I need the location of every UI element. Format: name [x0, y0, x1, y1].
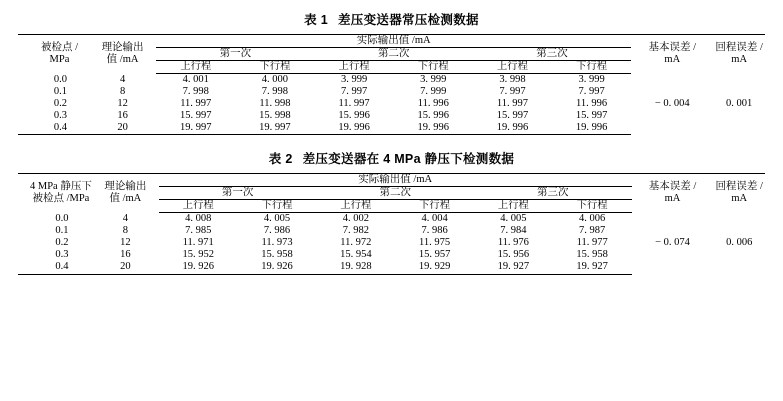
cell-value: 19. 996 [473, 122, 552, 135]
cell-theoretical: 12 [117, 98, 128, 110]
cell-theoretical: 16 [120, 249, 131, 261]
cell-value: 15. 958 [261, 249, 293, 261]
cell-value: 19. 996 [394, 122, 473, 135]
header-actual-output: 实际输出值 /mA [156, 35, 631, 48]
cell-value: 19. 926 [159, 261, 238, 274]
cell-value: 11. 997 [180, 98, 212, 110]
cell-test-point: 0.4 [18, 122, 89, 135]
table-row [18, 73, 765, 86]
header-downstroke-2: 下行程 [395, 200, 474, 213]
header-downstroke-3: 下行程 [553, 200, 632, 213]
header-return-error: 回程误差 / mA [713, 174, 765, 213]
cell-value: 7. 998 [182, 86, 209, 98]
table-caption-2 [18, 145, 765, 173]
cell-value: 15. 998 [259, 110, 291, 122]
table-row [18, 213, 765, 226]
header-actual-output: 实际输出值 /mA [159, 174, 632, 187]
cell-value: 7. 982 [342, 225, 369, 237]
cell-value: 19. 927 [553, 261, 632, 274]
cell-value: 4. 005 [500, 213, 527, 225]
cell-value: 11. 996 [417, 98, 449, 110]
cell-value: 3. 999 [578, 73, 605, 85]
cell-test-point: 0.2 [53, 98, 68, 110]
table-header-row-1 [18, 174, 765, 187]
header-pass-2: 第二次 [316, 187, 474, 200]
cell-value: 15. 997 [180, 110, 212, 122]
cell-test-point: 0.0 [55, 212, 69, 224]
cell-value: 4. 006 [579, 213, 606, 225]
table-block-2 [18, 145, 765, 274]
header-downstroke-1: 下行程 [235, 61, 314, 74]
cell-value: 3. 998 [499, 73, 526, 85]
header-downstroke-3: 下行程 [552, 61, 631, 74]
table-block-1 [18, 6, 765, 135]
cell-theoretical: 20 [92, 261, 159, 274]
cell-value: 11. 997 [496, 98, 528, 110]
cell-test-point: 0.3 [55, 249, 69, 261]
table-caption-number: 表 1 [304, 13, 328, 27]
cell-basic-error: − 0. 074 [655, 237, 690, 249]
header-downstroke-1: 下行程 [238, 200, 317, 213]
cell-value: 15. 957 [418, 249, 451, 261]
measurement-table-2 [18, 173, 765, 274]
header-pass-1: 第一次 [156, 48, 314, 61]
table-caption-text: 差压变送器在 4 MPa 静压下检测数据 [302, 152, 515, 167]
cell-theoretical: 4 [122, 212, 128, 224]
cell-theoretical: 8 [122, 225, 128, 237]
header-pass-2: 第二次 [315, 48, 473, 61]
header-upstroke-3: 上行程 [473, 61, 552, 74]
cell-value: 11. 998 [259, 98, 291, 110]
cell-theoretical: 12 [120, 237, 131, 249]
cell-value: 15. 952 [182, 249, 214, 261]
cell-return-error: 0. 006 [726, 237, 753, 249]
header-pass-3: 第三次 [473, 48, 631, 61]
cell-value: 7. 997 [578, 86, 605, 98]
header-upstroke-1: 上行程 [156, 61, 235, 74]
cell-value: 4. 004 [421, 213, 448, 225]
cell-value: 19. 927 [474, 261, 553, 274]
cell-value: 15. 996 [338, 110, 370, 122]
cell-value: 4. 002 [342, 213, 369, 225]
cell-test-point: 0.0 [53, 73, 68, 85]
cell-value: 15. 958 [576, 249, 608, 261]
cell-value: 11. 996 [576, 98, 608, 110]
cell-test-point: 0.3 [53, 110, 68, 122]
cell-value: 7. 997 [340, 86, 368, 98]
cell-value: 11. 975 [419, 237, 451, 249]
header-pass-3: 第三次 [474, 187, 632, 200]
header-theoretical-output: 理论输出 值 /mA [92, 174, 159, 213]
measurement-table-1 [18, 34, 765, 135]
cell-value: 15. 956 [497, 249, 530, 261]
table-caption-number: 表 2 [268, 152, 293, 167]
cell-value: 11. 977 [576, 237, 608, 249]
cell-value: 19. 996 [315, 122, 394, 135]
cell-value: 4. 000 [261, 73, 289, 85]
cell-test-point: 0.1 [53, 86, 68, 98]
table-caption-1 [18, 6, 765, 34]
cell-value: 15. 954 [340, 249, 372, 261]
cell-value: 19. 928 [316, 261, 395, 274]
header-upstroke-1: 上行程 [159, 200, 238, 213]
cell-value: 3. 999 [340, 73, 368, 85]
cell-value: 19. 929 [395, 261, 474, 274]
header-theoretical-output: 理论输出 值 /mA [89, 35, 156, 74]
cell-value: 7. 986 [263, 225, 291, 237]
cell-value: 19. 997 [156, 122, 235, 135]
table-caption-text: 差压变送器常压检测数据 [338, 13, 479, 27]
cell-value: 19. 997 [235, 122, 314, 135]
cell-value: 7. 984 [500, 225, 527, 237]
cell-value: 7. 986 [421, 225, 448, 237]
cell-theoretical: 8 [119, 86, 126, 98]
cell-value: 19. 926 [238, 261, 317, 274]
header-basic-error: 基本误差 / mA [631, 35, 713, 74]
cell-test-point: 0.1 [55, 225, 69, 237]
header-upstroke-2: 上行程 [316, 200, 395, 213]
header-pass-1: 第一次 [159, 187, 317, 200]
cell-value: 11. 997 [338, 98, 370, 110]
cell-value: 11. 976 [497, 237, 529, 249]
cell-value: 11. 972 [340, 237, 372, 249]
cell-value: 7. 998 [261, 86, 289, 98]
cell-value: 4. 005 [263, 213, 291, 225]
cell-value: 3. 999 [420, 73, 447, 85]
cell-value: 4. 001 [182, 73, 209, 85]
cell-value: 7. 997 [499, 86, 526, 98]
header-basic-error: 基本误差 / mA [632, 174, 714, 213]
cell-return-error: 0. 001 [726, 98, 753, 110]
cell-value: 15. 997 [575, 110, 608, 122]
cell-test-point: 0.2 [55, 237, 69, 249]
cell-value: 15. 996 [417, 110, 450, 122]
cell-value: 11. 971 [182, 237, 214, 249]
header-upstroke-3: 上行程 [474, 200, 553, 213]
cell-theoretical: 20 [89, 122, 156, 135]
cell-test-point: 0.4 [18, 261, 92, 274]
cell-basic-error: − 0. 004 [654, 98, 690, 110]
cell-value: 7. 985 [185, 225, 212, 237]
cell-value: 7. 987 [579, 225, 606, 237]
header-test-point: 4 MPa 静压下 被检点 /MPa [18, 174, 92, 213]
header-upstroke-2: 上行程 [315, 61, 394, 74]
header-test-point: 被检点 / MPa [18, 35, 89, 74]
cell-theoretical: 4 [119, 73, 126, 85]
cell-value: 15. 997 [496, 110, 529, 122]
cell-theoretical: 16 [117, 110, 128, 122]
cell-value: 4. 008 [185, 213, 212, 225]
table-header-row-1 [18, 35, 765, 48]
cell-value: 7. 999 [420, 86, 447, 98]
header-downstroke-2: 下行程 [394, 61, 473, 74]
cell-value: 19. 996 [552, 122, 631, 135]
cell-value: 11. 973 [261, 237, 293, 249]
header-return-error: 回程误差 / mA [713, 35, 765, 74]
